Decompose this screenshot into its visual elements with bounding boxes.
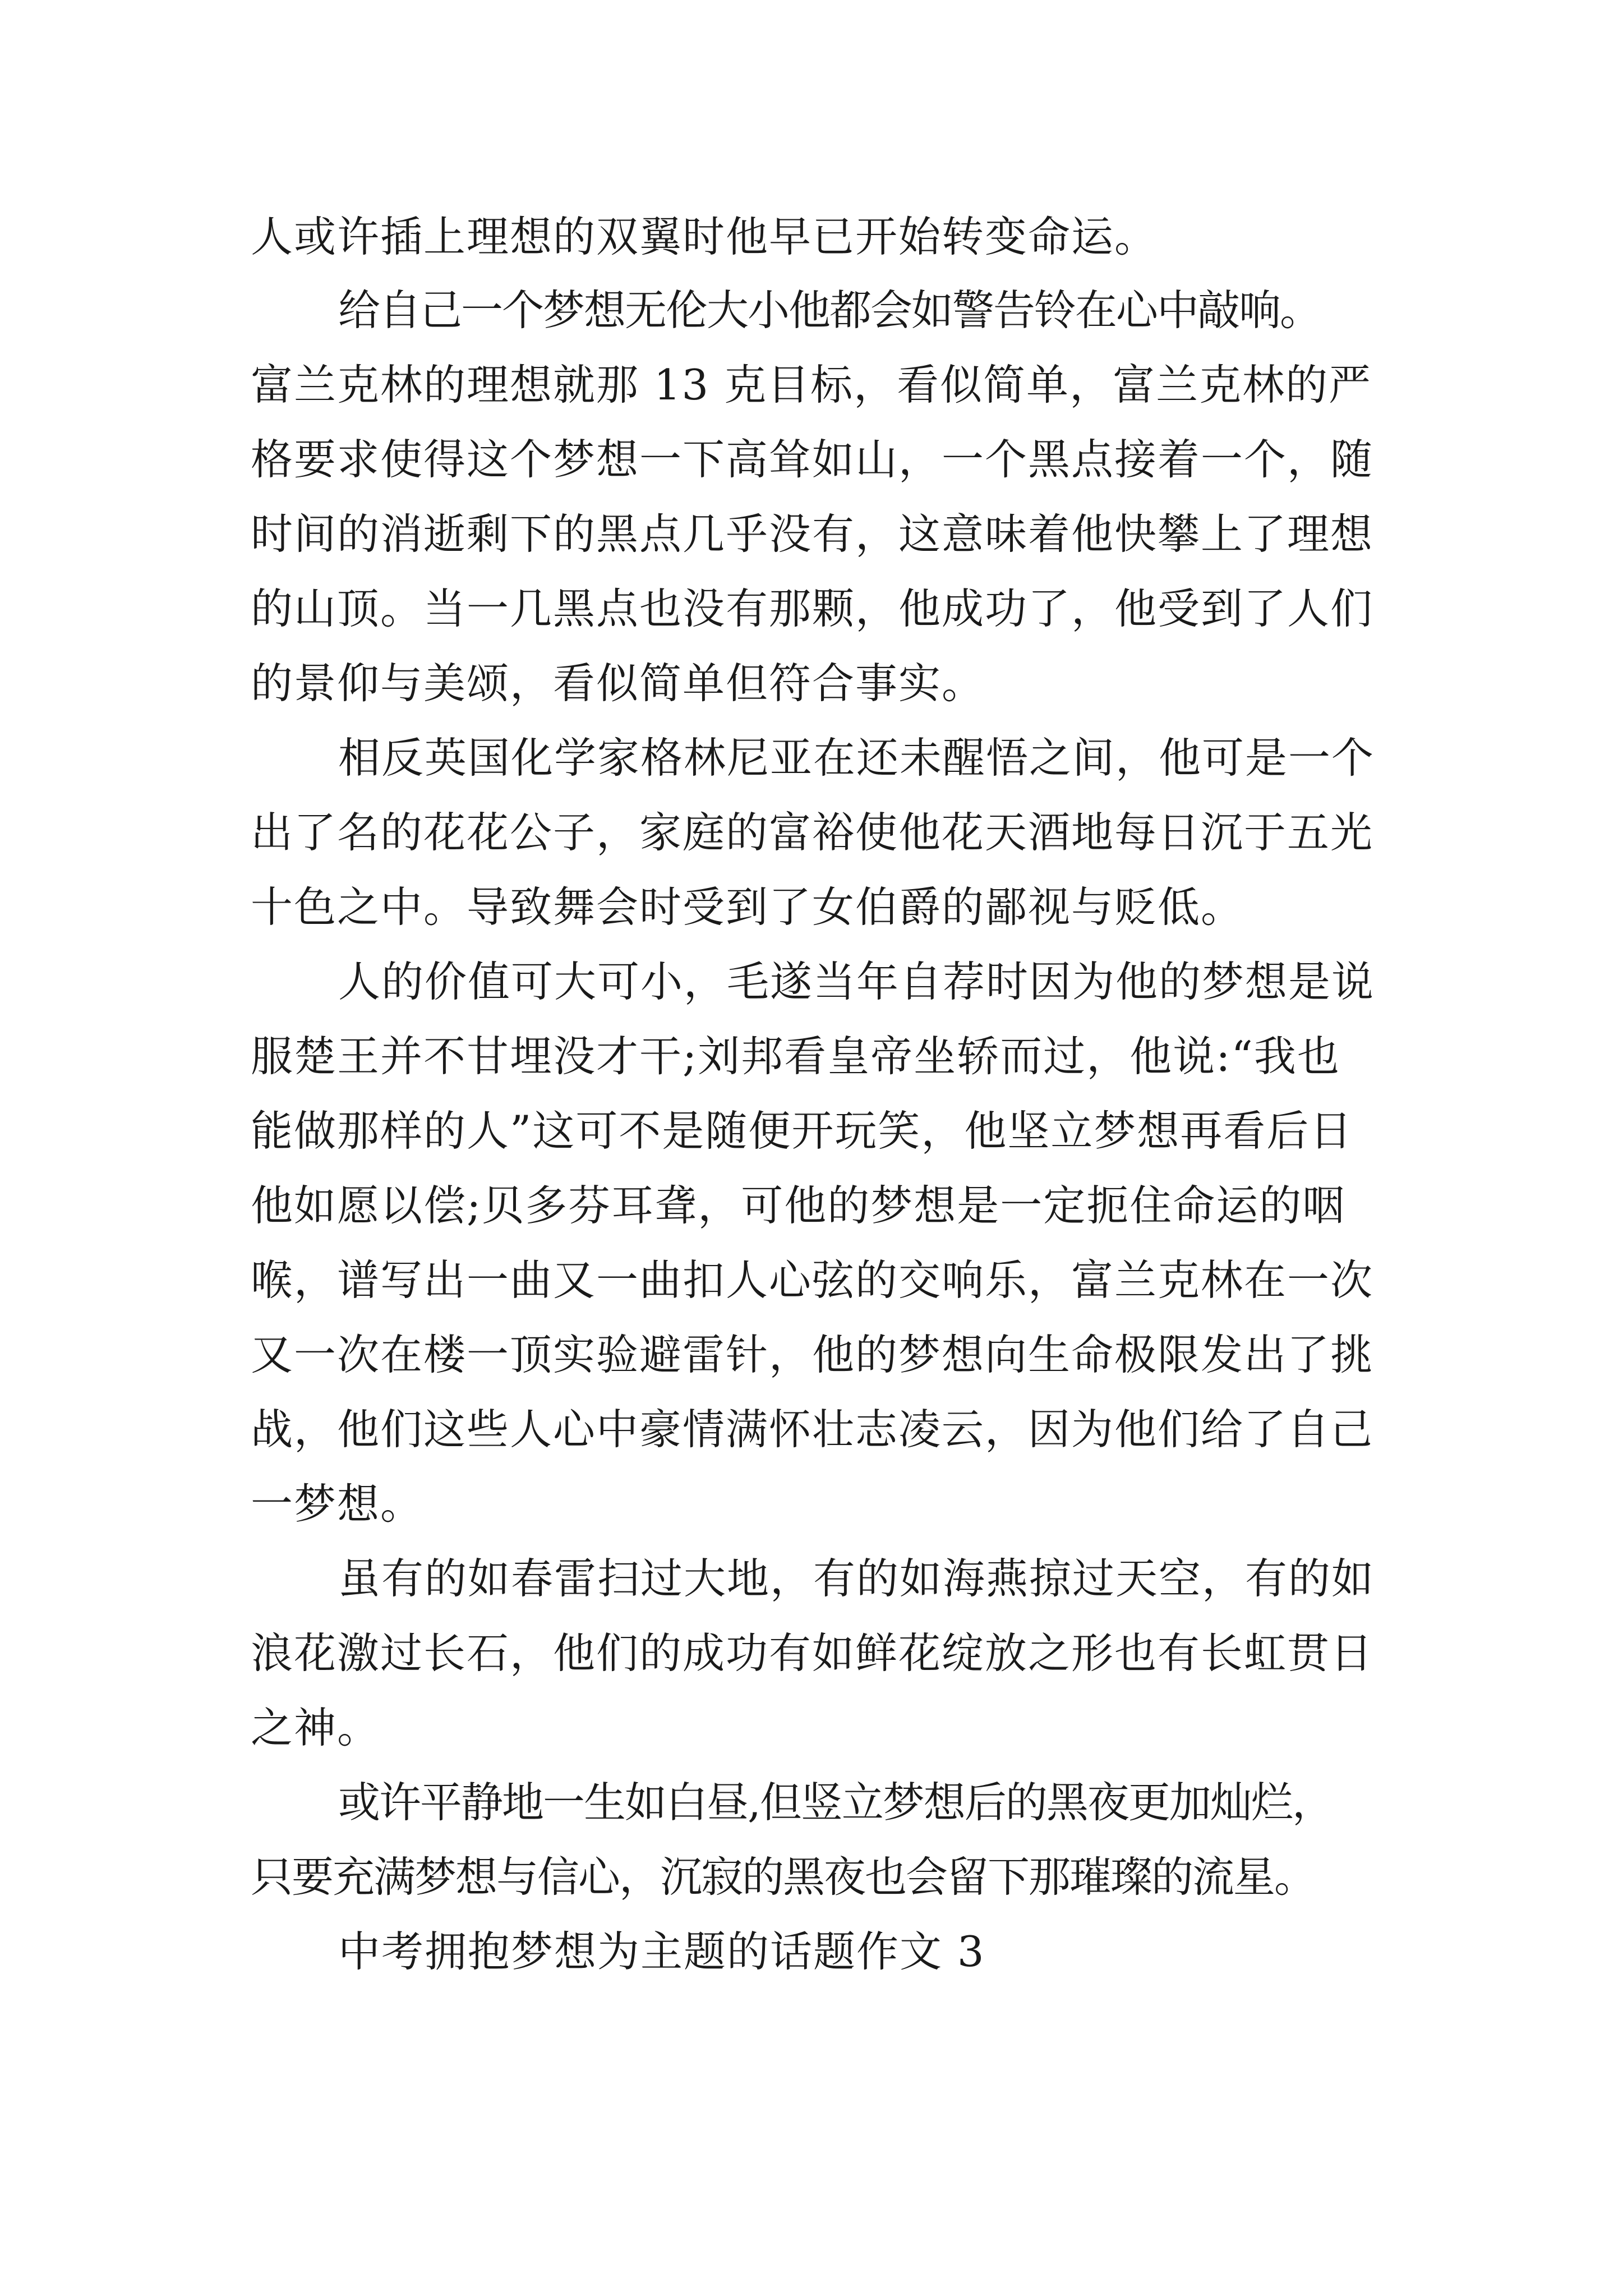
paragraph-line: 浪花激过长石，他们的成功有如鲜花绽放之形也有长虹贯日: [251, 1628, 1374, 1678]
paragraph-line: 又一次在楼一顶实验避雷针，他的梦想向生命极限发出了挑: [251, 1330, 1374, 1379]
section-heading: 中考拥抱梦想为主题的话题作文 3: [338, 1927, 985, 1976]
paragraph-line: 或许平静地一生如白昼,但竖立梦想后的黑夜更加灿烂，: [338, 1778, 1333, 1827]
paragraph-line: 战，他们这些人心中豪情满怀壮志凌云，因为他们给了自己: [251, 1405, 1374, 1454]
paragraph-line: 一梦想。: [251, 1479, 424, 1529]
paragraph-line: 他如愿以偿;贝多芬耳聋，可他的梦想是一定扼住命运的咽: [251, 1181, 1346, 1230]
paragraph-line: 的山顶。当一几黑点也没有那颗，他成功了，他受到了人们: [251, 584, 1374, 633]
paragraph-line: 给自己一个梦想无伦大小他都会如警告铃在心中敲响。: [338, 286, 1321, 335]
paragraph-line: 人的价值可大可小，毛遂当年自荐时因为他的梦想是说: [338, 957, 1375, 1006]
paragraph-line: 之神。: [251, 1703, 381, 1752]
paragraph-line: 富兰克林的理想就那 13 克目标，看似简单，富兰克林的严: [251, 360, 1372, 409]
paragraph-line: 十色之中。导致舞会时受到了女伯爵的鄙视与贬低。: [251, 882, 1244, 932]
paragraph-line: 出了名的花花公子，家庭的富裕使他花天酒地每日沉于五光: [251, 808, 1374, 857]
paragraph-line: 时间的消逝剩下的黑点几乎没有，这意味着他快攀上了理想: [251, 509, 1374, 559]
paragraph-line: 相反英国化学家格林尼亚在还未醒悟之间，他可是一个: [338, 733, 1375, 783]
paragraph-line: 能做那样的人”这可不是随便开玩笑，他坚立梦想再看后日: [251, 1106, 1353, 1156]
paragraph-line: 人或许插上理想的双翼时他早已开始转变命运。: [251, 212, 1158, 261]
paragraph-line: 服楚王并不甘埋没才干;刘邦看皇帝坐轿而过，他说:“我也: [251, 1032, 1340, 1081]
paragraph-line: 格要求使得这个梦想一下高耸如山，一个黑点接着一个，随: [251, 435, 1374, 484]
paragraph-line: 喉，谱写出一曲又一曲扣人心弦的交响乐，富兰克林在一次: [251, 1255, 1374, 1305]
paragraph-line: 虽有的如春雷扫过大地，有的如海燕掠过天空，有的如: [338, 1554, 1375, 1603]
paragraph-line: 的景仰与美颂，看似简单但符合事实。: [251, 659, 985, 708]
paragraph-line: 只要充满梦想与信心，沉寂的黑夜也会留下那璀璨的流星。: [251, 1852, 1316, 1902]
